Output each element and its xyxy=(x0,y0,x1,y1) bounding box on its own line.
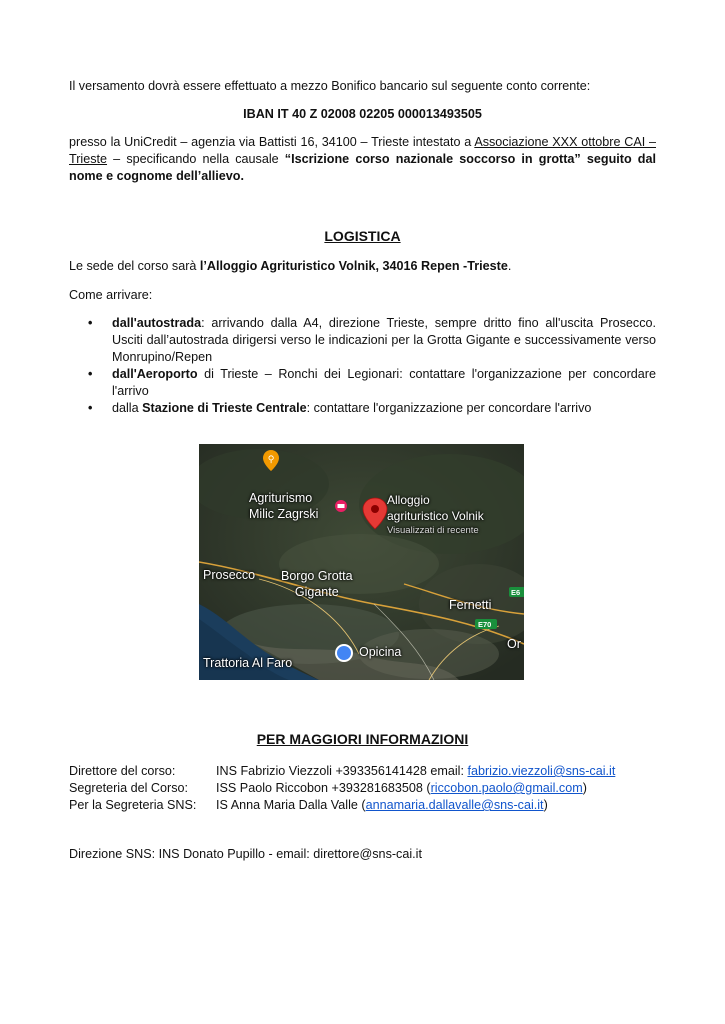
map-label-agriturismo: Agriturismo Milic Zagrski xyxy=(249,491,319,521)
map-label-prosecco: Prosecco xyxy=(203,568,256,582)
email-link[interactable]: annamaria.dallavalle@sns-cai.it xyxy=(365,798,544,812)
list-item: • dalla Stazione di Trieste Centrale: contattare l'organizzazione per concordare l'arrivo xyxy=(88,401,592,415)
causale-text: – specificando nella causale xyxy=(107,152,285,166)
iban: IBAN IT 40 Z 02008 02205 000013493505 xyxy=(243,107,482,121)
map-label-e6: E6 xyxy=(511,588,521,597)
email-link[interactable]: riccobon.paolo@gmail.com xyxy=(430,781,583,795)
bullet-icon: • xyxy=(88,367,93,381)
sede-suffix: . xyxy=(507,259,512,273)
payment-intro: Il versamento dovrà essere effettuato a mezzo Bonifico bancario sul seguente conto corrente: xyxy=(69,79,591,93)
location-map[interactable] xyxy=(199,444,524,680)
sede-name: l’Alloggio Agrituristico Volnik, 34016 Repen -Trieste xyxy=(199,259,508,273)
directions-list xyxy=(88,315,656,417)
map-label-borgo-grotta: Borgo Grotta Gigante xyxy=(281,569,353,599)
contact-row: Segreteria del Corso: ISS Paolo Riccobon +393281683508 (riccobon.paolo@gmail.com) xyxy=(69,781,587,795)
map-label-trattoria: Trattoria Al Faro xyxy=(203,656,293,670)
map-label-e70: E70 xyxy=(478,620,492,629)
map-label-volnik: Alloggio agrituristico Volnik Visualizzati di recente xyxy=(387,493,484,536)
contact-row: Per la Segreteria SNS: IS Anna Maria Dalla Valle (annamaria.dallavalle@sns-cai.it) xyxy=(69,798,548,812)
contacts-list xyxy=(69,763,615,814)
map-label-opicina: Opicina xyxy=(359,645,402,659)
map-label-fernetti: Fernetti xyxy=(449,598,492,612)
list-item: • dall'Aeroporto di Trieste – Ronchi dei Legionari: contattare l'organizzazione per concordare l'arrivo xyxy=(88,367,656,398)
contact-row: Direttore del corso: INS Fabrizio Viezzoli +393356141428 email: fabrizio.viezzoli@sns-cai.it xyxy=(69,764,616,778)
logistica-heading: LOGISTICA xyxy=(324,228,401,244)
direzione-sns: Direzione SNS: INS Donato Pupillo - email: direttore@sns-cai.it xyxy=(69,847,422,861)
bank-text: presso la UniCredit – agenzia via Battisti 16, 34100 – Trieste intestato a xyxy=(69,135,475,149)
hotel-pin-icon xyxy=(335,500,347,512)
causale: “Iscrizione corso nazionale soccorso in grotta” seguito dal nome e cognome dell’allievo. xyxy=(69,152,656,183)
bullet-icon: • xyxy=(88,316,93,330)
list-item: • dall'autostrada: arrivando dalla A4, direzione Trieste, sempre dritto fino all'uscita Prosecco. Usciti dall’autostrada dirigersi verso le indicazioni per la Grotta Gigante e successivamente verso Monrupino/Repen xyxy=(88,316,656,364)
info-heading: PER MAGGIORI INFORMAZIONI xyxy=(256,731,469,747)
bullet-icon: • xyxy=(88,401,93,415)
payment-details xyxy=(69,134,656,185)
come-arrivare: Come arrivare: xyxy=(69,288,153,302)
svg-text:⚲: ⚲ xyxy=(267,455,275,465)
email-link[interactable]: fabrizio.viezzoli@sns-cai.it xyxy=(467,764,616,778)
current-location-icon xyxy=(335,644,353,662)
sede-prefix: Le sede del corso sarà xyxy=(69,259,200,273)
sede-line xyxy=(69,258,656,275)
map-label-or: Or xyxy=(507,637,521,651)
account-holder: Associazione XXX ottobre CAI – Trieste xyxy=(69,135,656,166)
